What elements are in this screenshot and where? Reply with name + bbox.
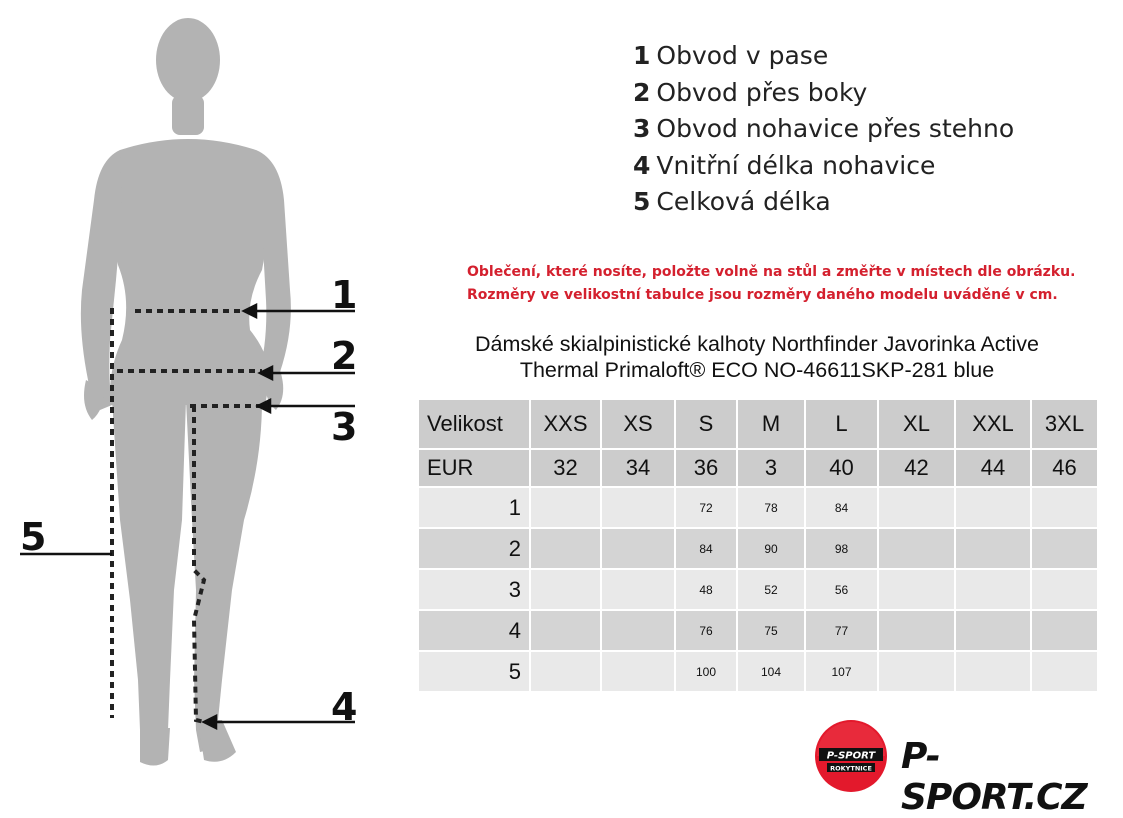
eur-cell: 3 (738, 450, 804, 486)
callout-5: 5 (20, 515, 47, 559)
eur-label: EUR (419, 450, 529, 486)
table-cell (879, 529, 954, 568)
size-header-row (419, 400, 1097, 448)
size-cell: XXL (956, 400, 1030, 448)
size-cell: XXS (531, 400, 600, 448)
size-cell: XL (879, 400, 954, 448)
product-title: Dámské skialpinistické kalhoty Northfinder Javorinka Active Thermal Primaloft® ECO NO-46611SKP-281 blue (474, 332, 1039, 382)
eur-cell: 46 (1032, 450, 1097, 486)
size-cell: L (806, 400, 877, 448)
size-cell: S (676, 400, 736, 448)
table-cell: 56 (806, 570, 877, 609)
table-cell (531, 529, 600, 568)
measurement-legend (633, 38, 1014, 221)
size-header-label: Velikost (419, 400, 529, 448)
table-cell: 107 (806, 652, 877, 691)
table-cell (956, 488, 1030, 527)
table-cell (879, 652, 954, 691)
table-cell (1032, 652, 1097, 691)
table-cell (602, 611, 674, 650)
eur-cell: 42 (879, 450, 954, 486)
eur-cell: 34 (602, 450, 674, 486)
table-cell: 48 (676, 570, 736, 609)
table-cell: 104 (738, 652, 804, 691)
callout-1: 1 (331, 273, 358, 317)
table-cell: 84 (806, 488, 877, 527)
eur-cell: 44 (956, 450, 1030, 486)
legend-item: 3 Obvod nohavice přes stehno (633, 114, 1015, 143)
table-row (419, 652, 1097, 691)
size-cell: XS (602, 400, 674, 448)
table-cell (602, 488, 674, 527)
table-cell: 78 (738, 488, 804, 527)
size-cell: M (738, 400, 804, 448)
table-cell (956, 570, 1030, 609)
table-cell (1032, 570, 1097, 609)
table-cell (531, 488, 600, 527)
table-cell: 77 (806, 611, 877, 650)
callout-4: 4 (331, 685, 358, 729)
table-cell (956, 652, 1030, 691)
row-label: 1 (419, 488, 529, 527)
table-cell: 52 (738, 570, 804, 609)
table-cell (531, 652, 600, 691)
table-row (419, 529, 1097, 568)
row-label: 5 (419, 652, 529, 691)
row-label: 4 (419, 611, 529, 650)
table-cell (879, 611, 954, 650)
table-cell (602, 570, 674, 609)
eur-row (419, 450, 1097, 486)
table-cell (531, 611, 600, 650)
measuring-instructions: Oblečení, které nosíte, položte volně na stůl a změřte v místech dle obrázku. Rozměry ve velikostní tabulce jsou rozměry daného modelu uváděné v cm. (467, 264, 1076, 303)
eur-cell: 32 (531, 450, 600, 486)
table-cell: 84 (676, 529, 736, 568)
table-row (419, 570, 1097, 609)
body-silhouette-diagram (0, 0, 370, 794)
table-cell (602, 529, 674, 568)
svg-text:P-SPORT: P-SPORT (826, 750, 876, 762)
legend-item: 1 Obvod v pase (633, 41, 829, 70)
table-row (419, 488, 1097, 527)
table-cell (956, 611, 1030, 650)
table-cell (879, 570, 954, 609)
table-cell (879, 488, 954, 527)
table-cell (1032, 611, 1097, 650)
table-row (419, 611, 1097, 650)
size-cell: 3XL (1032, 400, 1097, 448)
table-cell: 98 (806, 529, 877, 568)
callout-3: 3 (331, 405, 358, 449)
p-sport-logo (813, 718, 1113, 818)
row-label: 2 (419, 529, 529, 568)
table-cell (531, 570, 600, 609)
row-label: 3 (419, 570, 529, 609)
legend-item: 5 Celková délka (633, 187, 831, 216)
eur-cell: 40 (806, 450, 877, 486)
table-cell: 75 (738, 611, 804, 650)
table-cell (1032, 488, 1097, 527)
legend-item: 2 Obvod přes boky (633, 77, 868, 107)
table-cell: 72 (676, 488, 736, 527)
table-cell (1032, 529, 1097, 568)
logo-text: P-SPORT.CZ (901, 736, 1087, 818)
legend-item: 4 Vnitřní délka nohavice (633, 150, 936, 180)
table-cell: 76 (676, 611, 736, 650)
table-cell: 100 (676, 652, 736, 691)
svg-text:ROKYTNICE: ROKYTNICE (830, 764, 872, 773)
callout-2: 2 (331, 334, 358, 378)
table-cell (602, 652, 674, 691)
eur-cell: 36 (676, 450, 736, 486)
table-cell (956, 529, 1030, 568)
table-cell: 90 (738, 529, 804, 568)
size-table (417, 398, 1099, 693)
p-sport-badge-icon (813, 718, 893, 794)
